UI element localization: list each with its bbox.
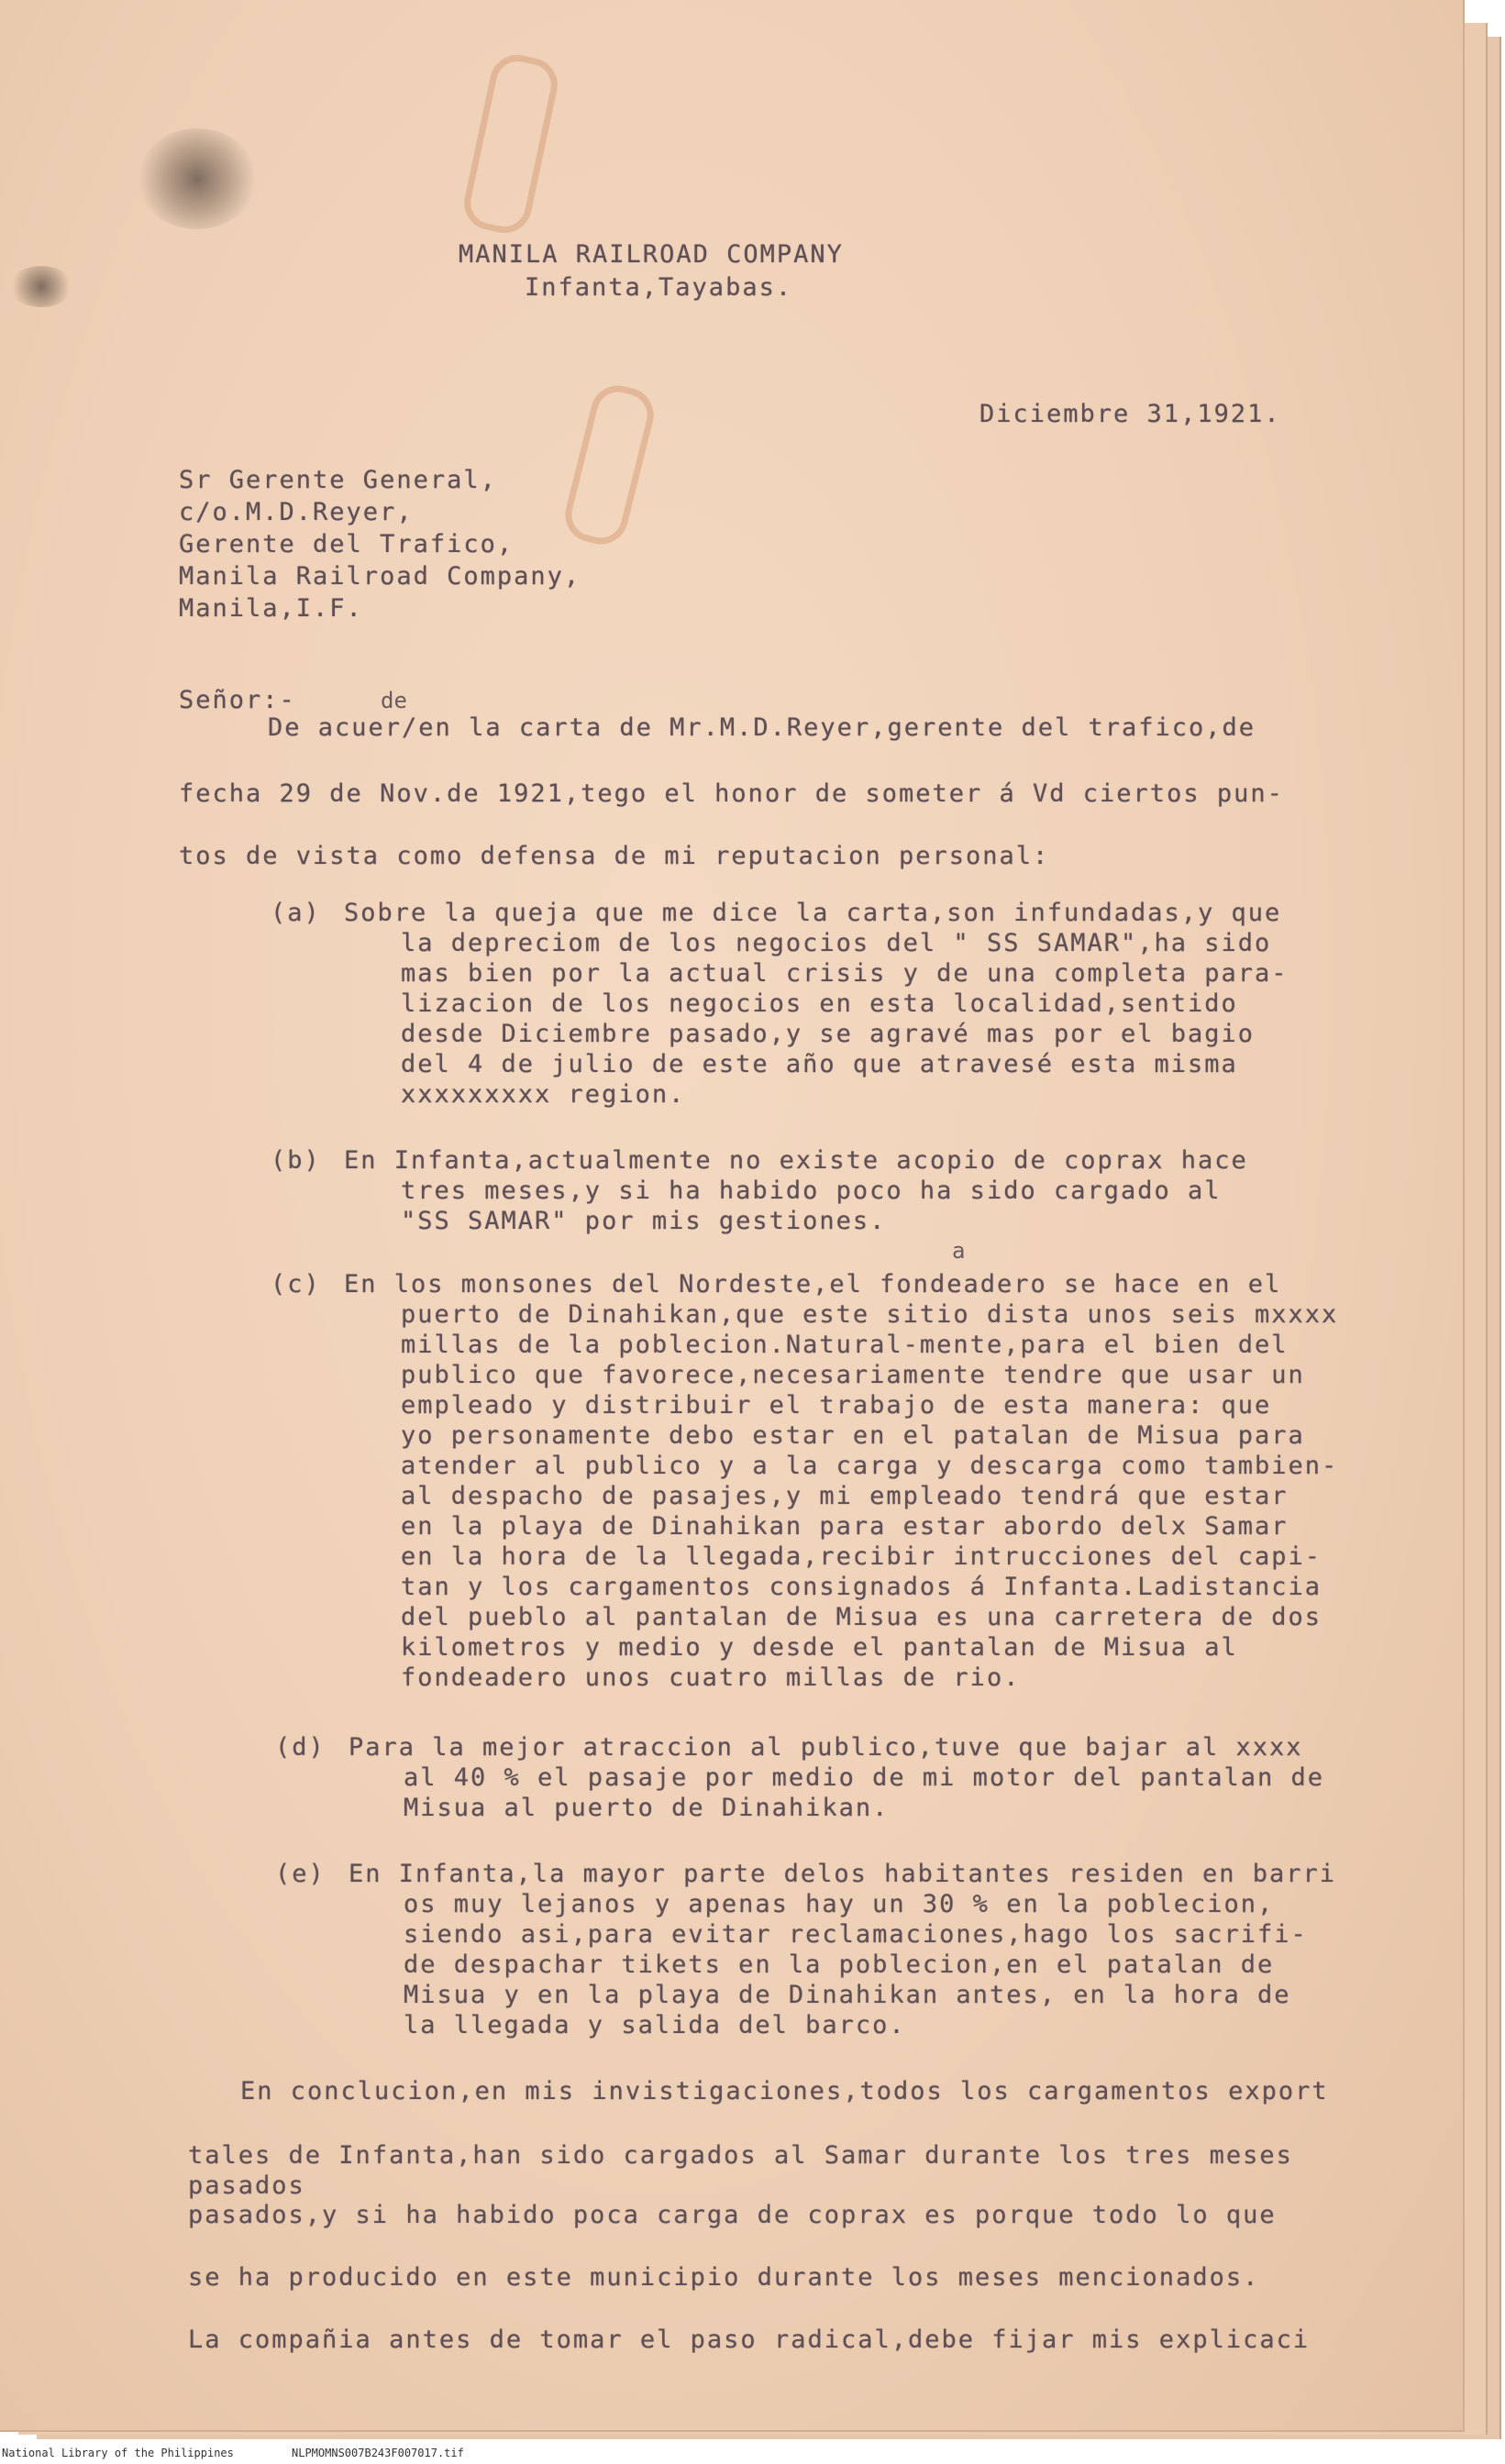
closing-line: En conclucion,en mis invistigaciones,todos los cargamentos export <box>240 2077 1329 2105</box>
item-line: tan y los cargamentos consignados á Infanta.Ladistancia <box>401 1573 1322 1601</box>
item-line: puerto de Dinahikan,que este sitio dista unos seis mxxxx <box>401 1300 1339 1329</box>
item-line: tres meses,y si ha habido poco ha sido cargado al <box>401 1177 1222 1205</box>
item-line: En los monsones del Nordeste,el fondeadero se hace en el <box>344 1270 1282 1298</box>
item-line: publico que favorece,necesariamente tendre que usar un <box>401 1361 1305 1389</box>
item-line: fondeadero unos cuatro millas de rio. <box>401 1663 1021 1692</box>
closing-line: se ha producido en este municipio durante los meses mencionados. <box>188 2263 1260 2292</box>
item-line: Sobre la queja que me dice la carta,son infundadas,y que <box>344 899 1282 927</box>
item-label: (a) <box>271 899 321 927</box>
item-line: la llegada y salida del barco. <box>404 2011 906 2039</box>
item-line: siendo asi,para evitar reclamaciones,hago los sacrifi- <box>404 1920 1308 1949</box>
letterhead-location: Infanta,Tayabas. <box>525 273 793 302</box>
footer-file-id: NLPMOMNS007B243F007017.tif <box>292 2447 464 2459</box>
intro-line: tos de vista como defensa de mi reputacion personal: <box>179 842 1050 870</box>
closing-overstrike: pasados <box>188 2171 305 2200</box>
intro-line: fecha 29 de Nov.de 1921,tego el honor de someter á Vd ciertos pun- <box>179 779 1284 808</box>
item-line: En Infanta,la mayor parte delos habitantes residen en barri <box>349 1860 1337 1888</box>
item-line: os muy lejanos y apenas hay un 30 % en la poblecion, <box>404 1890 1275 1918</box>
item-line: desde Diciembre pasado,y se agravé mas por el bagio <box>401 1020 1256 1048</box>
recipient-line: Manila,I.F. <box>179 594 363 623</box>
handwritten-insert: a <box>952 1238 966 1264</box>
item-label: (d) <box>275 1733 326 1762</box>
item-line: Para la mejor atraccion al publico,tuve que bajar al xxxx <box>349 1733 1303 1762</box>
letterhead-company: MANILA RAILROAD COMPANY <box>459 240 844 269</box>
closing-line: tales de Infanta,han sido cargados al Samar durante los tres meses <box>188 2141 1293 2170</box>
item-line: En Infanta,actualmente no existe acopio de coprax hace <box>344 1146 1248 1175</box>
item-line: mas bien por la actual crisis y de una completa para- <box>401 959 1289 988</box>
item-line: lizacion de los negocios en esta localidad,sentido <box>401 989 1238 1018</box>
salutation: Señor:- <box>179 686 296 714</box>
paperclip-mark <box>459 50 563 238</box>
intro-line: De acuer/en la carta de Mr.M.D.Reyer,gerente del trafico,de <box>268 713 1256 742</box>
item-line: millas de la poblecion.Natural-mente,para el bien del <box>401 1331 1289 1359</box>
paperclip-mark <box>559 380 659 550</box>
item-label: (c) <box>271 1270 321 1298</box>
item-line: xxxxxxxxx region. <box>401 1080 686 1109</box>
recipient-line: Manila Railroad Company, <box>179 562 581 591</box>
item-line: empleado y distribuir el trabajo de esta manera: que <box>401 1391 1272 1420</box>
item-line: atender al publico y a la carga y descarga como tambien- <box>401 1452 1339 1480</box>
item-label: (b) <box>271 1146 321 1175</box>
footer-library: National Library of the Philippines <box>2 2447 234 2459</box>
closing-line: La compañia antes de tomar el paso radical,debe fijar mis explicaci <box>188 2326 1311 2354</box>
item-line: al 40 % el pasaje por medio de mi motor del pantalan de <box>404 1763 1325 1792</box>
ink-stain <box>138 128 257 229</box>
item-line: kilometros y medio y desde el pantalan de Misua al <box>401 1633 1238 1662</box>
recipient-line: Sr Gerente General, <box>179 466 497 494</box>
item-line: del pueblo al pantalan de Misua es una carretera de dos <box>401 1603 1322 1631</box>
item-line: Misua y en la playa de Dinahikan antes, en la hora de <box>404 1981 1291 2009</box>
ink-stain <box>9 266 73 307</box>
item-line: de despachar tikets en la poblecion,en el patalan de <box>404 1950 1275 1979</box>
item-line: en la playa de Dinahikan para estar abordo delx Samar <box>401 1512 1289 1541</box>
item-line: Misua al puerto de Dinahikan. <box>404 1794 890 1822</box>
item-line: la depreciom de los negocios del " SS SAMAR",ha sido <box>401 929 1272 957</box>
item-line: del 4 de julio de este año que atravesé esta misma <box>401 1050 1238 1078</box>
item-line: "SS SAMAR" por mis gestiones. <box>401 1207 887 1235</box>
closing-line: pasados,y si ha habido poca carga de coprax es porque todo lo que <box>188 2201 1277 2229</box>
item-label: (e) <box>275 1860 326 1888</box>
handwritten-insert: de <box>381 688 407 713</box>
letter-date: Diciembre 31,1921. <box>979 400 1281 428</box>
item-line: en la hora de la llegada,recibir intrucciones del capi- <box>401 1542 1322 1571</box>
item-line: al despacho de pasajes,y mi empleado tendrá que estar <box>401 1482 1289 1510</box>
recipient-line: c/o.M.D.Reyer, <box>179 498 414 526</box>
item-line: yo personamente debo estar en el patalan de Misua para <box>401 1421 1305 1450</box>
recipient-line: Gerente del Trafico, <box>179 530 515 558</box>
